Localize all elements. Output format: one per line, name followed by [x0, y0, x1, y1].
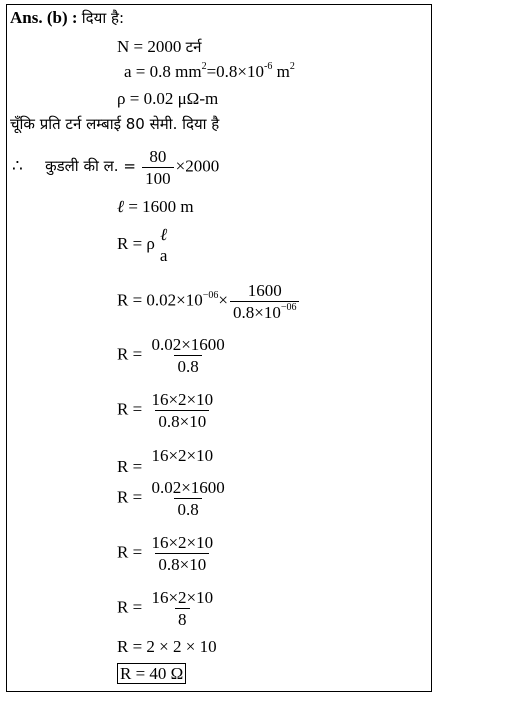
given-n [117, 37, 202, 57]
length-symbol: ℓ [117, 197, 125, 216]
step-4-lhs: R = [117, 399, 143, 419]
step-2-den [230, 301, 299, 323]
step-1-den: a [159, 246, 168, 265]
step-1-lhs: R = ρ [117, 233, 155, 253]
step-6-den: 0.8 [174, 498, 201, 520]
step-8-den: 8 [175, 608, 190, 630]
step-2-lhs: R = 0.02×10 [117, 290, 203, 310]
step-7-fraction [148, 532, 216, 575]
given-area-value: a = 0.8 mm [124, 62, 202, 81]
step-3 [117, 334, 230, 377]
step-8-lhs: R = [117, 597, 143, 617]
given-area [124, 62, 295, 82]
given-area-exp: 2 [201, 61, 207, 73]
step-2-den-exp: −06 [280, 302, 297, 314]
given-n-value: N = 2000 [117, 37, 182, 56]
step-6-num: 0.02×1600 [151, 478, 225, 497]
step-4 [117, 389, 218, 432]
step-3-fraction [148, 334, 227, 377]
coil-fraction-num: 80 [149, 147, 167, 166]
step-6 [117, 477, 230, 520]
step-2-num: 1600 [247, 281, 282, 300]
given-area-eq: =0.8×10 [206, 62, 265, 81]
answer-header [10, 8, 124, 28]
step-1-num: ℓ [160, 225, 168, 244]
step-2-den-base: 0.8×10 [233, 303, 281, 322]
step-2-fraction [230, 280, 299, 323]
step-8-num: 16×2×10 [151, 588, 214, 607]
given-label: दिया है: [81, 9, 125, 27]
step-3-lhs: R = [117, 344, 143, 364]
step-7-den: 0.8×10 [155, 553, 209, 575]
step-2-times: × [218, 290, 228, 310]
step-4-num: 16×2×10 [151, 390, 214, 409]
given-area-exp3: 2 [289, 61, 295, 73]
step-5-fraction [148, 445, 216, 466]
final-answer [117, 664, 186, 684]
step-5 [117, 445, 218, 476]
length-result [117, 197, 194, 217]
coil-length-line [12, 146, 219, 189]
step-3-den: 0.8 [174, 355, 201, 377]
given-area-unit: m [272, 62, 290, 81]
answer-label: Ans. (b) : [10, 8, 78, 27]
step-6-lhs: R = [117, 487, 143, 507]
step-2-exp: −06 [202, 289, 219, 301]
step-4-fraction [148, 389, 216, 432]
coil-fraction [142, 146, 174, 189]
step-4-den: 0.8×10 [155, 410, 209, 432]
step-9: R = 2 × 2 × 10 [117, 637, 217, 656]
coil-length-label: कुडली की ल. = [45, 157, 136, 176]
step-1-fraction [157, 224, 171, 266]
step-6-fraction [148, 477, 227, 520]
coil-tail: ×2000 [175, 156, 220, 176]
step-1 [117, 224, 172, 266]
step-2 [117, 280, 301, 323]
step-7-num: 16×2×10 [151, 533, 214, 552]
final-answer-box: R = 40 Ω [117, 663, 186, 684]
statement-text: चूँकि प्रति टर्न लम्बाई 80 सेमी. दिया है [10, 115, 220, 133]
step-8 [117, 587, 218, 630]
step-5-num: 16×2×10 [151, 446, 214, 465]
length-value: = 1600 m [124, 197, 194, 216]
given-n-unit: टर्न [185, 38, 202, 56]
given-rho: ρ = 0.02 μΩ-m [117, 89, 219, 108]
given-area-exp2: -6 [264, 61, 273, 73]
step-7 [117, 532, 218, 575]
step-5-lhs: R = [117, 457, 143, 476]
step-3-num: 0.02×1600 [151, 335, 225, 354]
therefore-symbol: ∴ [12, 156, 23, 176]
step-8-fraction [148, 587, 216, 630]
step-7-lhs: R = [117, 542, 143, 562]
coil-fraction-den: 100 [142, 167, 174, 189]
